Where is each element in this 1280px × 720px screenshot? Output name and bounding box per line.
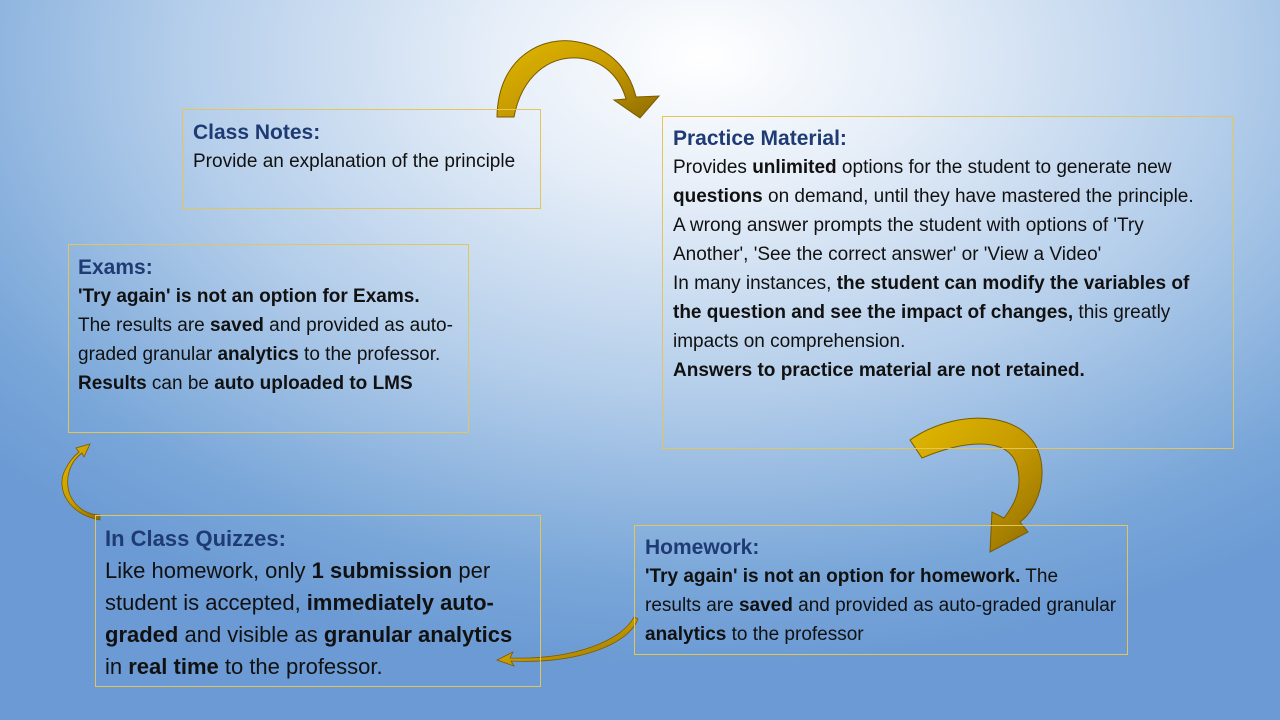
practice-material-paragraph-4: Answers to practice material are not retained. xyxy=(673,360,1085,381)
exams-box xyxy=(68,244,469,433)
in-class-quizzes-body: Like homework, only 1 submission per student is accepted, immediately auto-graded and visible as granular analytics in real time to the professor. xyxy=(105,558,513,679)
class-notes-title: Class Notes: xyxy=(193,121,321,144)
in-class-quizzes-title: In Class Quizzes: xyxy=(105,526,286,551)
practice-material-paragraph-2: A wrong answer prompts the student with options of 'Try Another', 'See the correct answer' or 'View a Video' xyxy=(673,215,1144,265)
practice-material-box xyxy=(662,116,1234,449)
practice-material-paragraph-1: Provides unlimited options for the student to generate new questions on demand, until they have mastered the principle. xyxy=(673,157,1194,207)
exams-title: Exams: xyxy=(78,256,153,279)
class-notes-body: Provide an explanation of the principle xyxy=(193,151,516,172)
practice-material-title: Practice Material: xyxy=(673,127,847,150)
exams-paragraph-2: The results are saved and provided as auto-graded granular analytics to the professor. Results can be auto uploaded to LMS xyxy=(78,315,453,394)
homework-box xyxy=(634,525,1128,655)
in-class-quizzes-box xyxy=(95,515,541,687)
exams-paragraph-1: 'Try again' is not an option for Exams. xyxy=(78,286,420,307)
class-notes-box xyxy=(182,109,541,209)
arrow-quizzes-to-exams xyxy=(62,444,100,520)
homework-body: 'Try again' is not an option for homework. The results are saved and provided as auto-graded granular analytics to the professor xyxy=(645,566,1117,645)
homework-title: Homework: xyxy=(645,536,760,559)
practice-material-paragraph-3: In many instances, the student can modify the variables of the question and see the impact of changes, this greatly impacts on comprehension. xyxy=(673,273,1190,352)
arrow-notes-to-practice xyxy=(497,41,659,118)
